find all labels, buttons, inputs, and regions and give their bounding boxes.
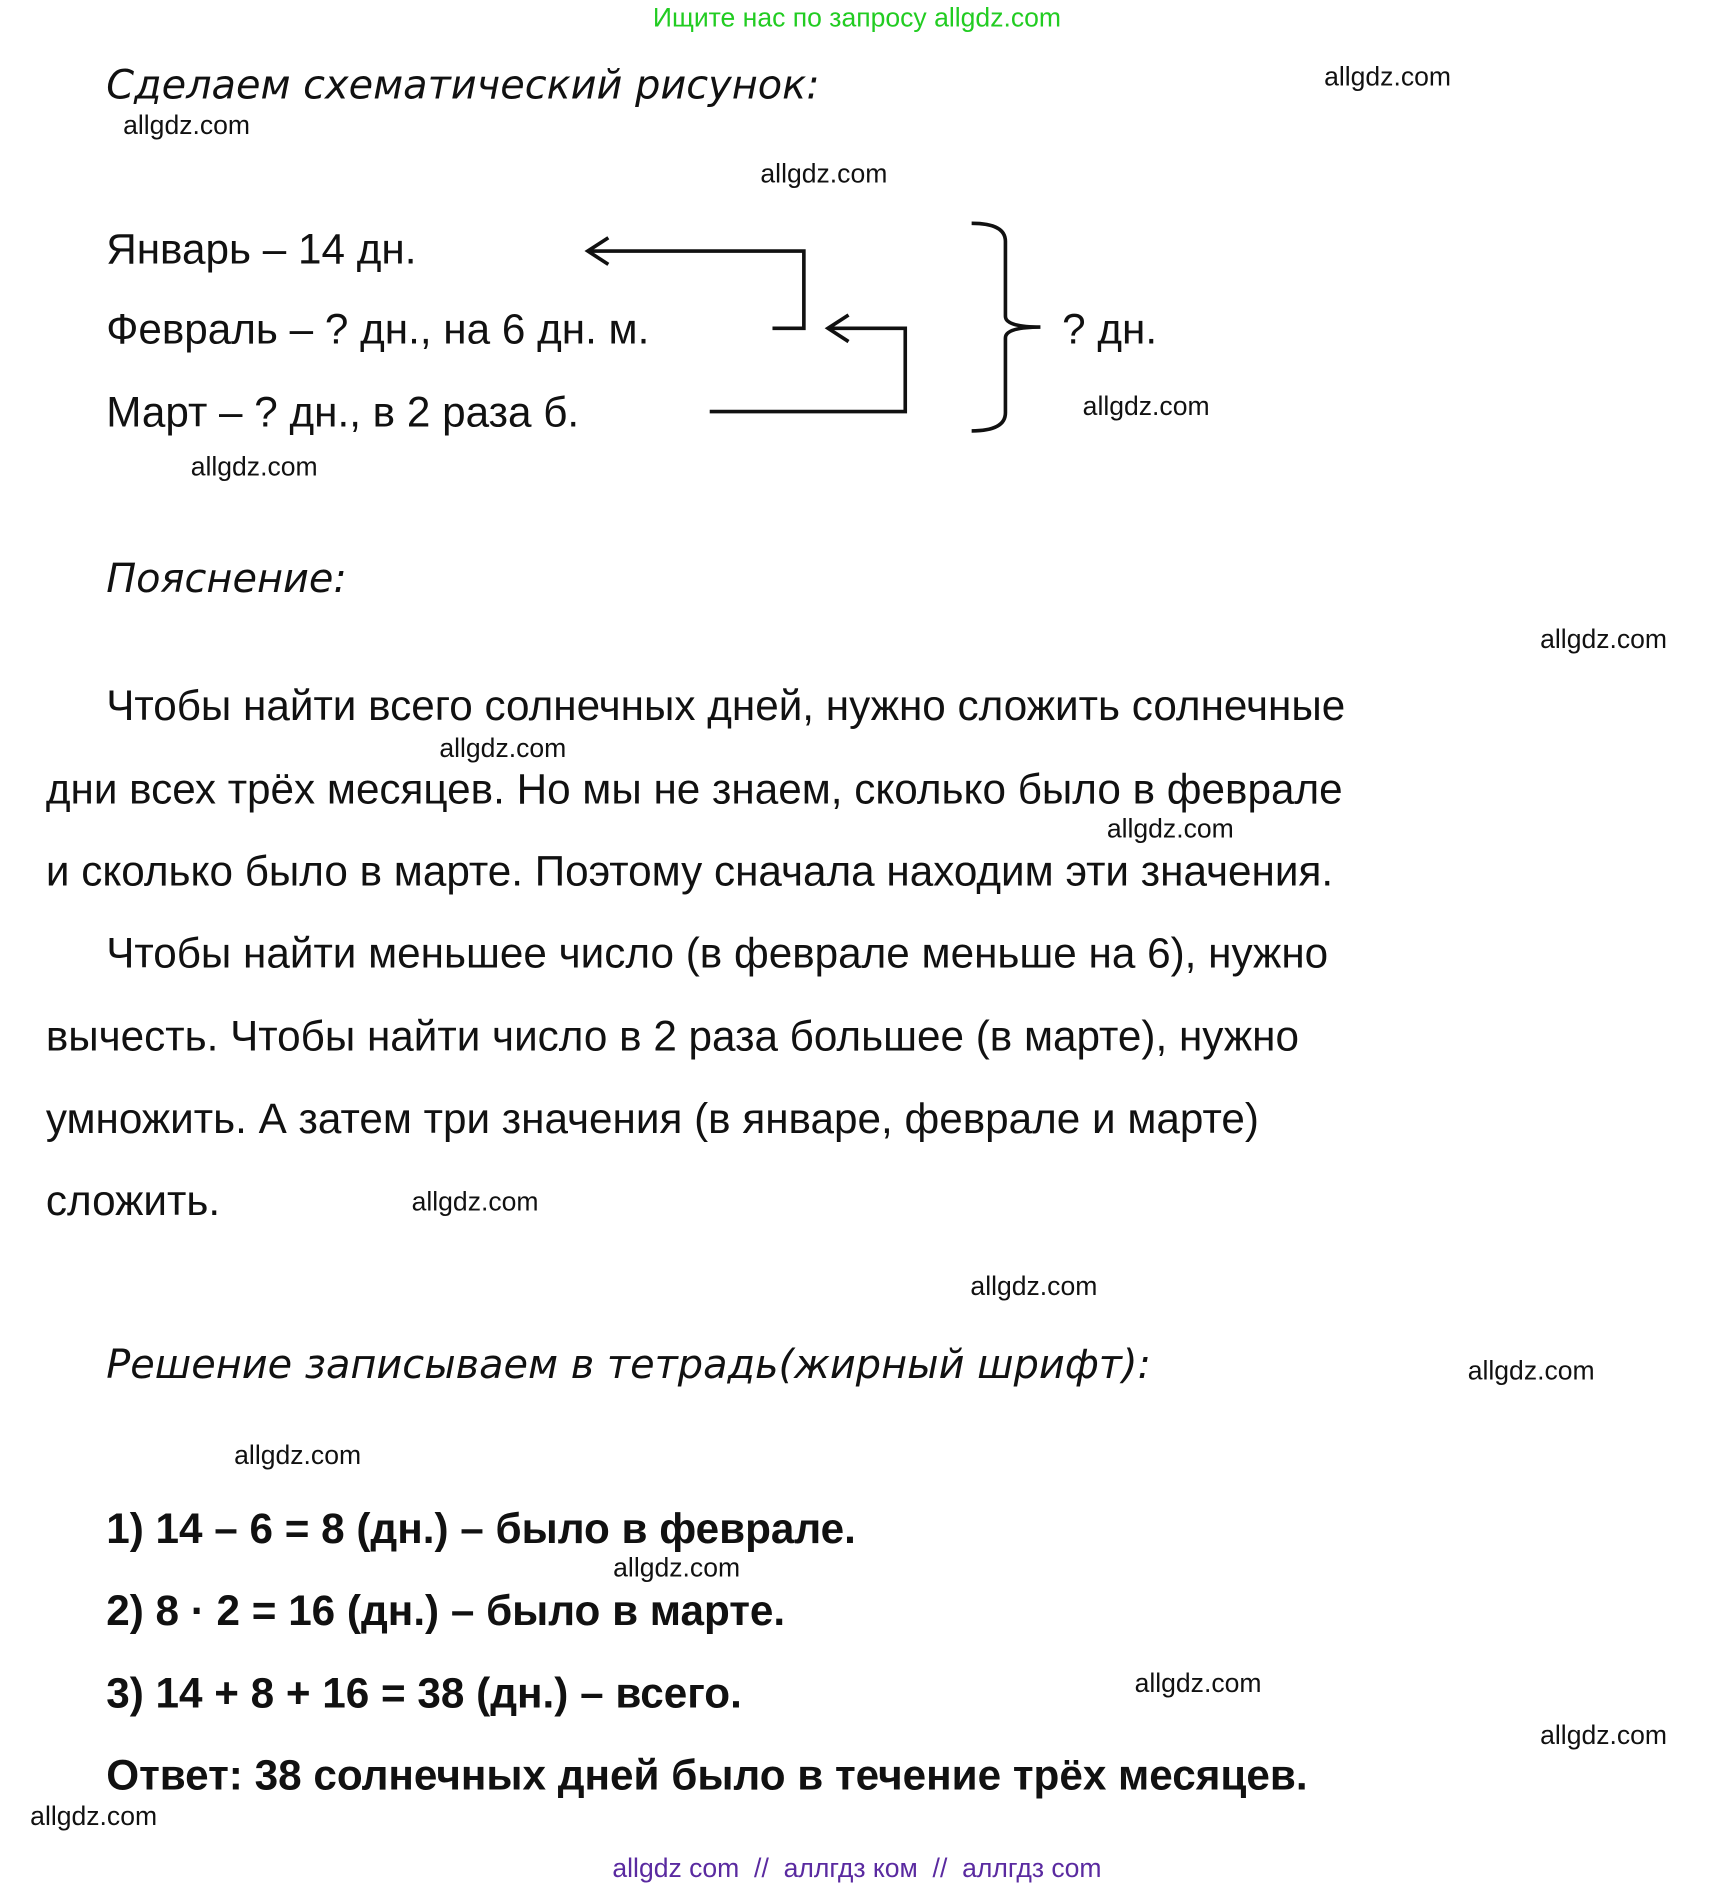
explanation-heading: Пояснение:: [106, 554, 347, 602]
solution-step: 2) 8 · 2 = 16 (дн.) – было в марте.: [106, 1587, 786, 1635]
arrow-march-to-february: [710, 315, 906, 412]
watermark: allgdz.com: [234, 1439, 362, 1471]
arrow-february-to-january: [588, 238, 804, 329]
explanation-line: Чтобы найти меньшее число (в феврале меньше на 6), нужно: [106, 929, 1329, 978]
watermark: allgdz.com: [411, 1186, 539, 1217]
explanation-line: Чтобы найти всего солнечных дней, нужно сложить солнечные: [106, 682, 1346, 730]
watermark: allgdz.com: [760, 158, 888, 189]
watermark: allgdz.com: [123, 109, 251, 141]
watermark: allgdz.com: [1467, 1355, 1595, 1386]
watermark: allgdz.com: [439, 732, 567, 763]
brace-icon: [972, 223, 1041, 431]
watermark: allgdz.com: [1134, 1668, 1262, 1699]
solution-heading: Решение записываем в тетрадь(жирный шрифт):: [106, 1340, 1151, 1388]
solution-answer: Ответ: 38 солнечных дней было в течение трёх месяцев.: [106, 1751, 1308, 1800]
watermark: allgdz.com: [1082, 391, 1210, 422]
explanation-line: умножить. А затем три значения (в январе, феврале и марте): [45, 1095, 1259, 1143]
footer-links[interactable]: allgdz com // аллгдз ком // аллгдз com: [612, 1852, 1102, 1883]
watermark: allgdz.com: [1540, 624, 1668, 655]
watermark: allgdz.com: [1540, 1719, 1668, 1751]
explanation-line: сложить.: [45, 1177, 221, 1225]
explanation-line: вычесть. Чтобы найти число в 2 раза большее (в марте), нужно: [45, 1013, 1299, 1061]
scheme-heading: Сделаем схематический рисунок:: [106, 60, 820, 109]
scheme-march: Март – ? дн., в 2 раза б.: [106, 389, 580, 437]
watermark: allgdz.com: [970, 1270, 1098, 1302]
watermark: allgdz.com: [1106, 813, 1234, 844]
watermark: allgdz.com: [190, 451, 318, 482]
watermark: allgdz.com: [613, 1552, 741, 1583]
watermark: allgdz.com: [1324, 61, 1452, 92]
explanation-line: дни всех трёх месяцев. Но мы не знаем, сколько было в феврале: [45, 765, 1343, 813]
scheme-february: Февраль – ? дн., на 6 дн. м.: [106, 305, 650, 354]
search-banner: Ищите нас по запросу allgdz.com: [652, 2, 1062, 33]
scheme-total: ? дн.: [1062, 305, 1158, 354]
explanation-line: и сколько было в марте. Поэтому сначала находим эти значения.: [45, 847, 1334, 895]
watermark: allgdz.com: [30, 1800, 158, 1832]
scheme-january: Январь – 14 дн.: [106, 226, 417, 274]
solution-step: 1) 14 – 6 = 8 (дн.) – было в феврале.: [106, 1505, 856, 1553]
solution-step: 3) 14 + 8 + 16 = 38 (дн.) – всего.: [106, 1669, 742, 1717]
